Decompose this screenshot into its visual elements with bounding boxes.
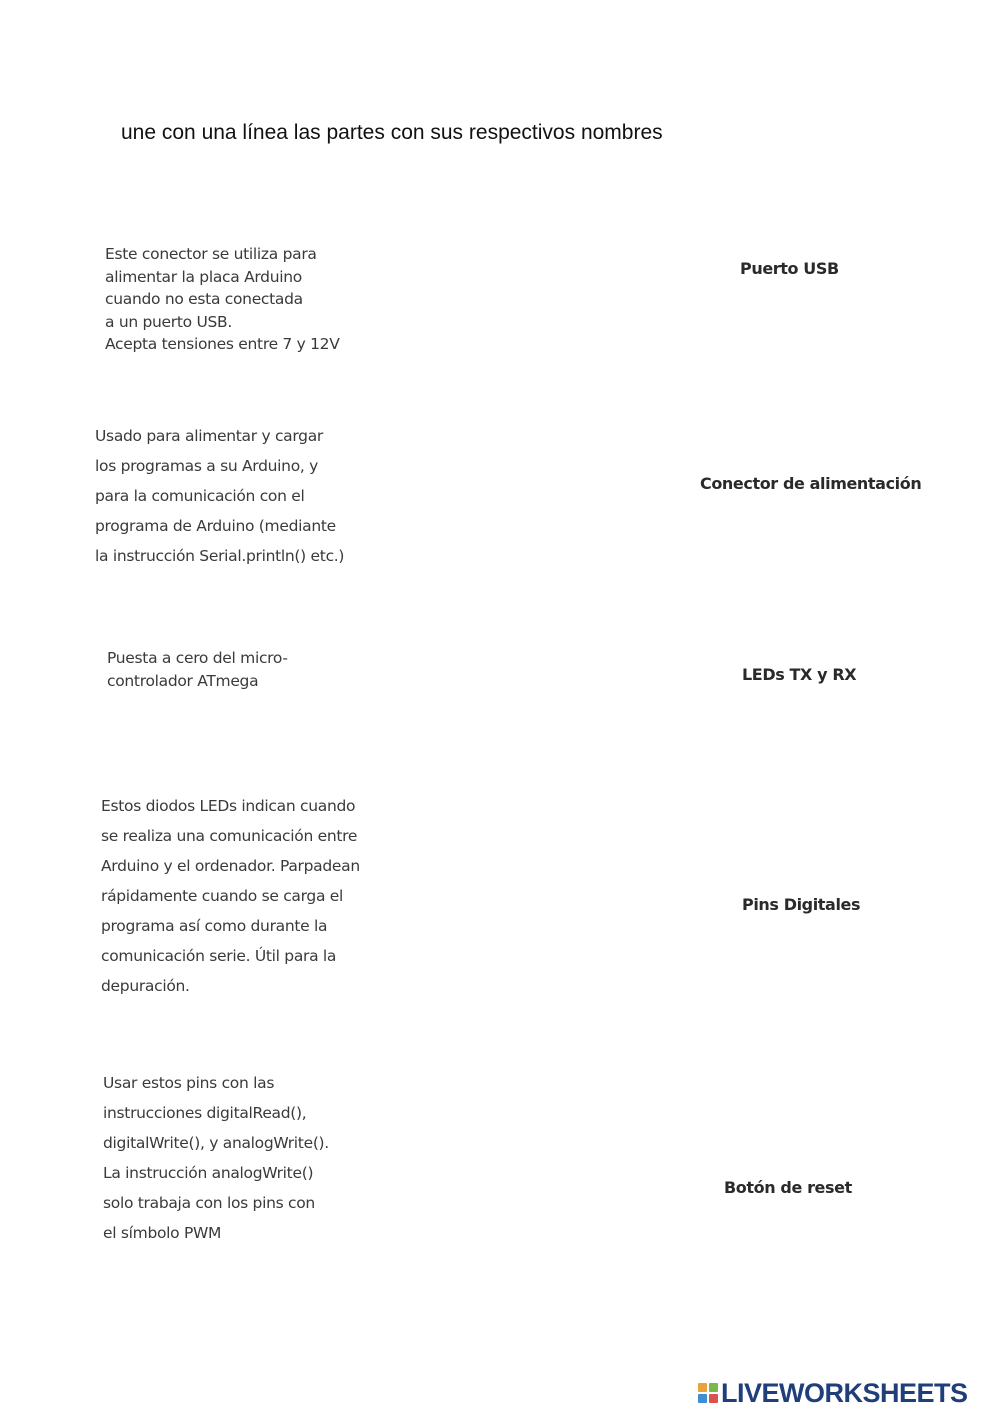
logo-square	[709, 1383, 718, 1392]
description-line: Arduino y el ordenador. Parpadean	[101, 857, 360, 875]
name-puerto-usb[interactable]: Puerto USB	[740, 259, 839, 278]
description-line: Usado para alimentar y cargar	[95, 427, 323, 445]
logo-text: LIVEWORKSHEETS	[721, 1377, 968, 1408]
description-line: los programas a su Arduino, y	[95, 457, 319, 475]
logo-mark-icon	[698, 1383, 718, 1403]
description-reset-button	[107, 647, 288, 693]
description-line: depuración.	[101, 977, 190, 995]
description-digital-pins	[103, 1068, 329, 1248]
description-line: digitalWrite(), y analogWrite().	[103, 1134, 329, 1152]
description-line: instrucciones digitalRead(),	[103, 1104, 307, 1122]
description-line: la instrucción Serial.println() etc.)	[95, 547, 345, 565]
description-line: rápidamente cuando se carga el	[101, 887, 344, 905]
description-line: Usar estos pins con las	[103, 1074, 275, 1092]
description-line: programa así como durante la	[101, 917, 328, 935]
description-line: controlador ATmega	[107, 672, 259, 690]
description-line: cuando no esta conectada	[105, 290, 303, 308]
description-line: a un puerto USB.	[105, 312, 233, 331]
name-conector-alimentacion[interactable]: Conector de alimentación	[700, 474, 922, 493]
description-line: el símbolo PWM	[103, 1224, 222, 1242]
description-line: para la comunicación con el	[95, 487, 305, 505]
description-line: Este conector se utiliza para	[105, 245, 317, 263]
name-pins-digitales[interactable]: Pins Digitales	[742, 895, 861, 914]
description-line: Puesta a cero del micro-	[107, 649, 288, 667]
description-power-connector	[105, 243, 340, 356]
description-line: se realiza una comunicación entre	[101, 827, 358, 845]
name-boton-reset[interactable]: Botón de reset	[724, 1178, 852, 1197]
description-line: solo trabaja con los pins con	[103, 1194, 315, 1212]
description-line: alimentar la placa Arduino	[105, 267, 302, 286]
description-line: Acepta tensiones entre 7 y 12V	[105, 335, 340, 353]
logo-square	[698, 1394, 707, 1403]
description-tx-rx-leds	[101, 791, 360, 1001]
description-line: Estos diodos LEDs indican cuando	[101, 797, 356, 815]
logo-square	[698, 1383, 707, 1392]
name-leds-tx-rx[interactable]: LEDs TX y RX	[742, 665, 857, 684]
logo-square	[709, 1394, 718, 1403]
description-line: La instrucción analogWrite()	[103, 1164, 314, 1182]
liveworksheets-logo	[698, 1378, 968, 1408]
instruction-text: une con una línea las partes con sus respectivos nombres	[121, 121, 663, 144]
description-usb-port	[95, 421, 344, 571]
description-line: comunicación serie. Útil para la	[101, 947, 337, 965]
description-line: programa de Arduino (mediante	[95, 517, 336, 535]
